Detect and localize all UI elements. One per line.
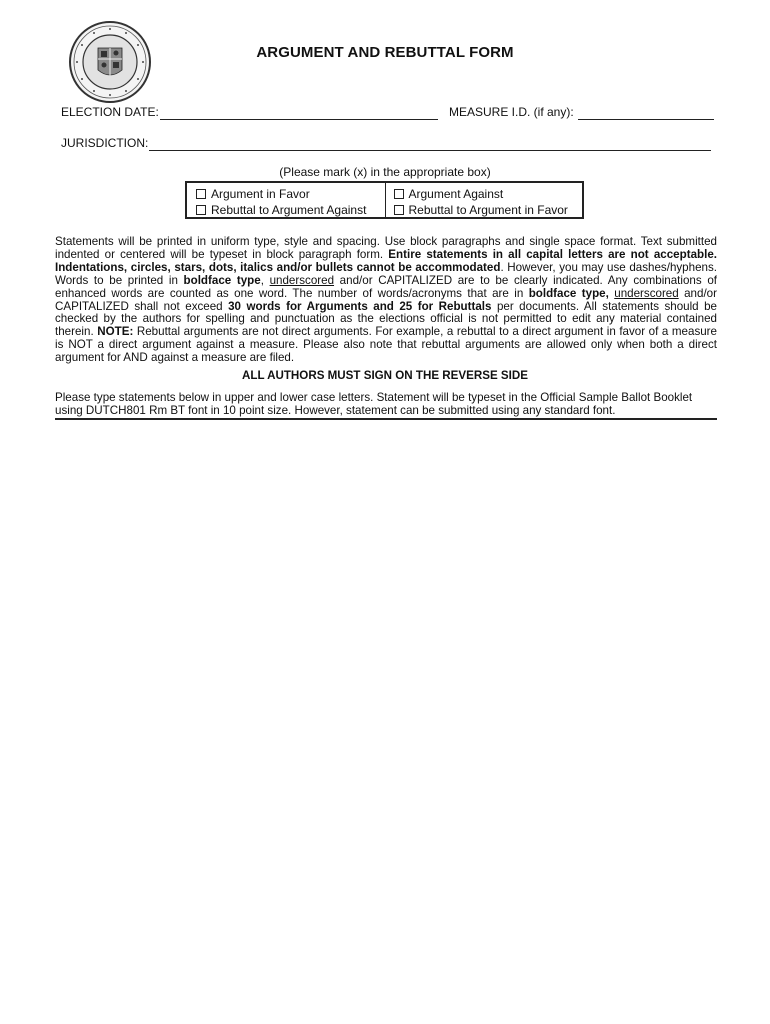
jurisdiction-label: JURISDICTION:: [61, 136, 149, 150]
checkbox[interactable]: [394, 205, 404, 215]
text-run-bold: boldface type,: [528, 286, 609, 300]
checkbox[interactable]: [196, 189, 206, 199]
option-label: Rebuttal to Argument Against: [211, 203, 367, 217]
text-run-underlined: underscored: [614, 286, 679, 300]
option-rebuttal-to-argument-in-favor[interactable]: [394, 202, 583, 218]
option-argument-against[interactable]: [394, 186, 583, 202]
argument-type-right-column: [385, 183, 583, 217]
measure-id-field[interactable]: [578, 119, 714, 120]
option-rebuttal-to-argument-against[interactable]: [196, 202, 385, 218]
text-run: ,: [260, 273, 270, 287]
election-date-field[interactable]: [160, 119, 438, 120]
jurisdiction-field[interactable]: [149, 150, 711, 151]
text-run-bold: Entire statements in all capital letters are not acceptable. Indentations, circles, stars, dots, italics and/or bullets cannot be accommodated: [55, 247, 717, 274]
text-run-bold: 30 words for Arguments and 25 for Rebuttals: [228, 299, 492, 313]
checkbox[interactable]: [394, 189, 404, 199]
argument-type-left-column: [187, 183, 385, 217]
measure-id-label: MEASURE I.D. (if any):: [449, 105, 574, 119]
option-label: Argument in Favor: [211, 187, 310, 201]
checkbox-instruction: (Please mark (x) in the appropriate box): [279, 165, 491, 179]
authors-sign-notice: ALL AUTHORS MUST SIGN ON THE REVERSE SIDE: [241, 369, 528, 382]
divider: [55, 418, 717, 420]
typing-instructions: Please type statements below in upper and lower case letters. Statement will be typeset in the Official Sample Ballot Booklet using DUTCH801 Rm BT font in 10 point size. However, statement can be submitted using any standard font.: [55, 391, 693, 417]
text-run: . However, you may use dashes/hyphens. Words to be printed in: [55, 260, 717, 287]
text-run: per documents. All statements should be checked by the authors for spelling and punctuation as the elections official is not permitted to edit any material contained therein.: [55, 299, 718, 339]
page-title: ARGUMENT AND REBUTTAL FORM: [256, 44, 514, 61]
county-seal-icon: [68, 20, 152, 104]
option-label: Argument Against: [408, 187, 504, 201]
text-run-underlined: underscored: [269, 273, 335, 287]
text-run: and/or CAPITALIZED shall not exceed: [55, 286, 717, 313]
text-run-bold: NOTE:: [97, 325, 134, 339]
argument-type-box: [185, 181, 584, 219]
text-run-bold: boldface type: [183, 273, 261, 287]
instructions-paragraph: [55, 236, 717, 365]
checkbox[interactable]: [196, 205, 206, 215]
option-argument-in-favor[interactable]: [196, 186, 385, 202]
election-date-label: ELECTION DATE:: [61, 105, 159, 119]
option-label: Rebuttal to Argument in Favor: [408, 203, 568, 217]
text-run: Statements will be printed in uniform type, style and spacing. Use block paragraphs and single space format. Text submitted indented or centered will be typeset in block paragraph form.: [55, 235, 717, 261]
text-run: and/or CAPITALIZED are to be clearly indicated. Any combinations of enhanced words are counted as one word. The number of words/acronyms that are in: [55, 273, 717, 300]
text-run: Rebuttal arguments are not direct arguments. For example, a rebuttal to a direct argument in favor of a measure is NOT a direct argument against a measure. Please also note that rebuttal arguments are allowed only when both a direct argument for AND against a measure are filed.: [55, 325, 717, 365]
